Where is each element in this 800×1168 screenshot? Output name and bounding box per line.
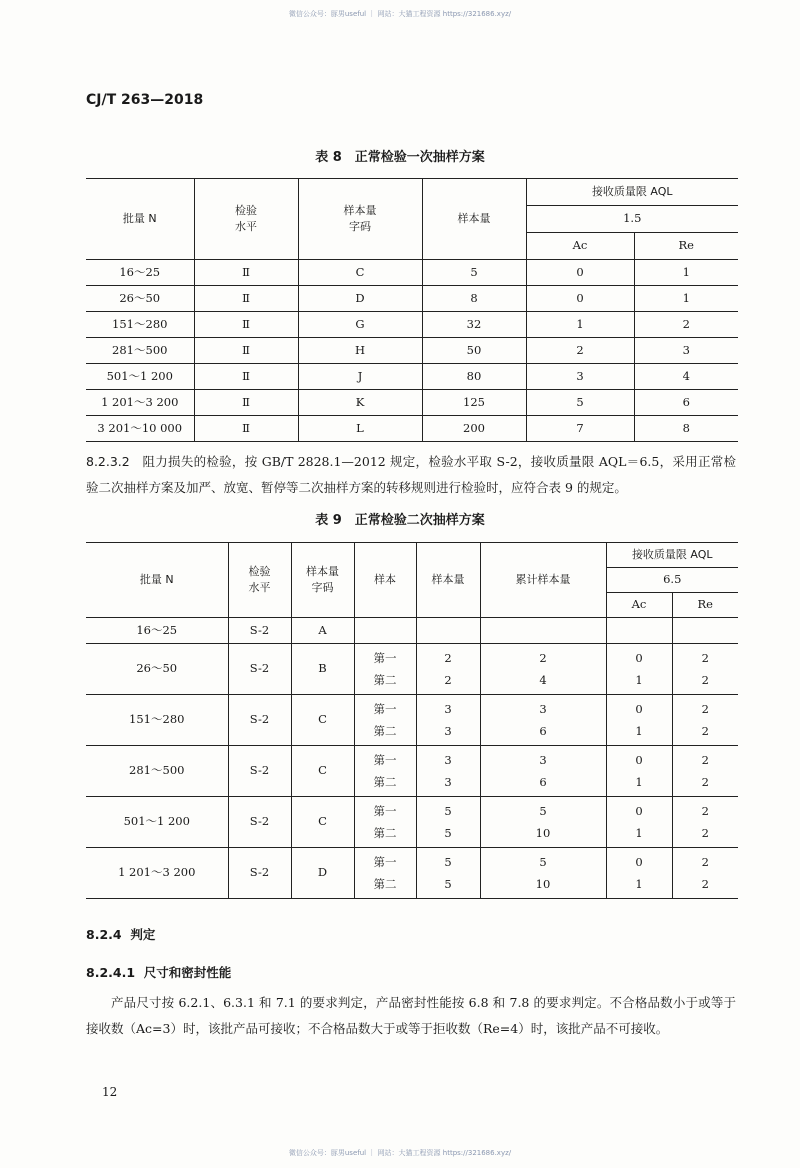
section-8-2-4-1: 8.2.4.1 尺寸和密封性能 <box>86 965 232 980</box>
t8-head-level: 检验 水平 <box>194 179 298 260</box>
t9-cell-ac: 0 1 <box>606 848 672 899</box>
t8-cell-level: Ⅱ <box>194 338 298 364</box>
t9-cell-sample <box>354 618 416 644</box>
t8-cell-level: Ⅱ <box>194 286 298 312</box>
t9-cell-size: 5 5 <box>416 848 480 899</box>
t9-cell-size <box>416 618 480 644</box>
t9-cell-level: S-2 <box>228 644 291 695</box>
t9-cell-cum: 5 10 <box>480 797 606 848</box>
table-row <box>86 797 738 848</box>
t9-cell-batch: 281～500 <box>86 746 228 797</box>
t8-cell-re: 4 <box>634 364 738 390</box>
t8-head-aql: 接收质量限 AQL <box>526 179 738 206</box>
t8-cell-re: 2 <box>634 312 738 338</box>
t8-cell-batch: 26～50 <box>86 286 194 312</box>
table9 <box>86 542 738 899</box>
t9-head-size: 样本量 <box>416 543 480 618</box>
t9-cell-re: 2 2 <box>672 797 738 848</box>
table-row <box>86 644 738 695</box>
t8-cell-code: J <box>298 364 422 390</box>
t9-head-level: 检验 水平 <box>228 543 291 618</box>
t9-cell-level: S-2 <box>228 797 291 848</box>
t8-cell-batch: 3 201～10 000 <box>86 416 194 442</box>
t9-cell-level: S-2 <box>228 618 291 644</box>
t9-cell-re: 2 2 <box>672 746 738 797</box>
t8-cell-re: 8 <box>634 416 738 442</box>
t9-cell-sample: 第一 第二 <box>354 644 416 695</box>
t9-head-batch: 批量 N <box>86 543 228 618</box>
table-row <box>86 338 738 364</box>
standard-number: CJ/T 263—2018 <box>86 92 204 108</box>
t9-cell-cum: 5 10 <box>480 848 606 899</box>
t8-head-code: 样本量 字码 <box>298 179 422 260</box>
t8-cell-re: 6 <box>634 390 738 416</box>
t8-head-ac: Ac <box>526 233 634 260</box>
table-row <box>86 260 738 286</box>
t9-cell-level: S-2 <box>228 746 291 797</box>
t8-aql-value: 1.5 <box>526 206 738 233</box>
t8-cell-size: 125 <box>422 390 526 416</box>
table9-body <box>86 618 738 899</box>
t8-cell-size: 32 <box>422 312 526 338</box>
t9-cell-level: S-2 <box>228 848 291 899</box>
t8-cell-code: G <box>298 312 422 338</box>
table8-caption: 表 8 正常检验一次抽样方案 <box>315 150 485 165</box>
paragraph-8-2-4-1: 产品尺寸按 6.2.1、6.3.1 和 7.1 的要求判定，产品密封性能按 6.8 和 7.8 的要求判定。不合格品数小于或等于接收数（Ac=3）时，该批产品可接收；不合格品数大于或等于拒收数（Re=4）时，该批产品不可接收。 <box>86 995 736 1036</box>
t9-cell-code: A <box>291 618 354 644</box>
t8-head-size: 样本量 <box>422 179 526 260</box>
t9-cell-cum: 3 6 <box>480 695 606 746</box>
table-row <box>86 695 738 746</box>
t9-cell-re: 2 2 <box>672 644 738 695</box>
section-8-2-4: 8.2.4 判定 <box>86 927 156 942</box>
t9-cell-batch: 501～1 200 <box>86 797 228 848</box>
t8-cell-level: Ⅱ <box>194 260 298 286</box>
t9-aql-value: 6.5 <box>606 568 738 593</box>
t9-cell-size: 5 5 <box>416 797 480 848</box>
t8-cell-level: Ⅱ <box>194 364 298 390</box>
t9-head-re: Re <box>672 593 738 618</box>
t9-cell-sample: 第一 第二 <box>354 746 416 797</box>
t8-cell-ac: 5 <box>526 390 634 416</box>
t9-cell-re <box>672 618 738 644</box>
t8-cell-level: Ⅱ <box>194 416 298 442</box>
t8-cell-batch: 1 201～3 200 <box>86 390 194 416</box>
t9-cell-ac <box>606 618 672 644</box>
t8-cell-batch: 151～280 <box>86 312 194 338</box>
t8-cell-ac: 0 <box>526 260 634 286</box>
t9-cell-batch: 16～25 <box>86 618 228 644</box>
table-row <box>86 416 738 442</box>
t9-cell-sample: 第一 第二 <box>354 695 416 746</box>
t8-cell-size: 8 <box>422 286 526 312</box>
t8-cell-code: H <box>298 338 422 364</box>
t9-cell-size: 2 2 <box>416 644 480 695</box>
watermark-top: 微信公众号：豚男useful ｜ 网站：大猫工程资源 https://321686.xyz/ <box>288 10 512 18</box>
t9-cell-code: C <box>291 797 354 848</box>
t8-cell-ac: 2 <box>526 338 634 364</box>
t9-cell-size: 3 3 <box>416 695 480 746</box>
table-row <box>86 746 738 797</box>
t8-cell-ac: 1 <box>526 312 634 338</box>
t8-cell-size: 50 <box>422 338 526 364</box>
t8-cell-size: 5 <box>422 260 526 286</box>
table-row <box>86 312 738 338</box>
t8-cell-ac: 3 <box>526 364 634 390</box>
t8-cell-code: L <box>298 416 422 442</box>
t8-cell-re: 1 <box>634 260 738 286</box>
t8-cell-re: 1 <box>634 286 738 312</box>
t8-cell-size: 80 <box>422 364 526 390</box>
t9-head-code: 样本量 字码 <box>291 543 354 618</box>
t8-head-re: Re <box>634 233 738 260</box>
t8-cell-level: Ⅱ <box>194 390 298 416</box>
t8-cell-re: 3 <box>634 338 738 364</box>
table-row <box>86 390 738 416</box>
t9-cell-cum <box>480 618 606 644</box>
table-row <box>86 286 738 312</box>
table8 <box>86 178 738 442</box>
page-number: 12 <box>102 1085 118 1099</box>
t9-cell-ac: 0 1 <box>606 746 672 797</box>
t9-cell-level: S-2 <box>228 695 291 746</box>
t8-cell-size: 200 <box>422 416 526 442</box>
t8-cell-batch: 281～500 <box>86 338 194 364</box>
t8-cell-code: C <box>298 260 422 286</box>
t8-cell-batch: 16～25 <box>86 260 194 286</box>
t9-cell-sample: 第一 第二 <box>354 797 416 848</box>
table8-body <box>86 260 738 442</box>
t9-cell-batch: 1 201～3 200 <box>86 848 228 899</box>
t9-head-aql: 接收质量限 AQL <box>606 543 738 568</box>
t9-cell-re: 2 2 <box>672 848 738 899</box>
t8-head-batch: 批量 N <box>86 179 194 260</box>
t8-cell-code: K <box>298 390 422 416</box>
t9-head-sample: 样本 <box>354 543 416 618</box>
section-number: 8.2.3.2 <box>86 454 130 469</box>
t9-cell-ac: 0 1 <box>606 644 672 695</box>
t8-cell-code: D <box>298 286 422 312</box>
t9-cell-code: D <box>291 848 354 899</box>
section-text: 阻力损失的检验，按 GB/T 2828.1—2012 规定，检验水平取 S-2，接收质量限 AQL＝6.5，采用正常检验二次抽样方案及加严、放宽、暂停等二次抽样方案的转移规则进行检验时，应符合表 9 的规定。 <box>86 454 736 495</box>
t8-cell-ac: 7 <box>526 416 634 442</box>
t9-cell-size: 3 3 <box>416 746 480 797</box>
t9-cell-cum: 2 4 <box>480 644 606 695</box>
table9-caption: 表 9 正常检验二次抽样方案 <box>315 513 485 528</box>
t9-cell-re: 2 2 <box>672 695 738 746</box>
t9-cell-ac: 0 1 <box>606 797 672 848</box>
t9-cell-ac: 0 1 <box>606 695 672 746</box>
t8-cell-ac: 0 <box>526 286 634 312</box>
t9-cell-batch: 151～280 <box>86 695 228 746</box>
t8-cell-batch: 501～1 200 <box>86 364 194 390</box>
t9-cell-cum: 3 6 <box>480 746 606 797</box>
t9-head-ac: Ac <box>606 593 672 618</box>
t9-cell-code: B <box>291 644 354 695</box>
t9-head-cum: 累计样本量 <box>480 543 606 618</box>
section-8-2-3-2 <box>86 449 736 501</box>
watermark-bottom: 微信公众号：豚男useful ｜ 网站：大猫工程资源 https://321686.xyz/ <box>288 1149 512 1157</box>
t9-cell-sample: 第一 第二 <box>354 848 416 899</box>
t9-cell-code: C <box>291 746 354 797</box>
t8-cell-level: Ⅱ <box>194 312 298 338</box>
t9-cell-code: C <box>291 695 354 746</box>
table-row <box>86 618 738 644</box>
t9-cell-batch: 26～50 <box>86 644 228 695</box>
table-row <box>86 364 738 390</box>
table-row <box>86 848 738 899</box>
